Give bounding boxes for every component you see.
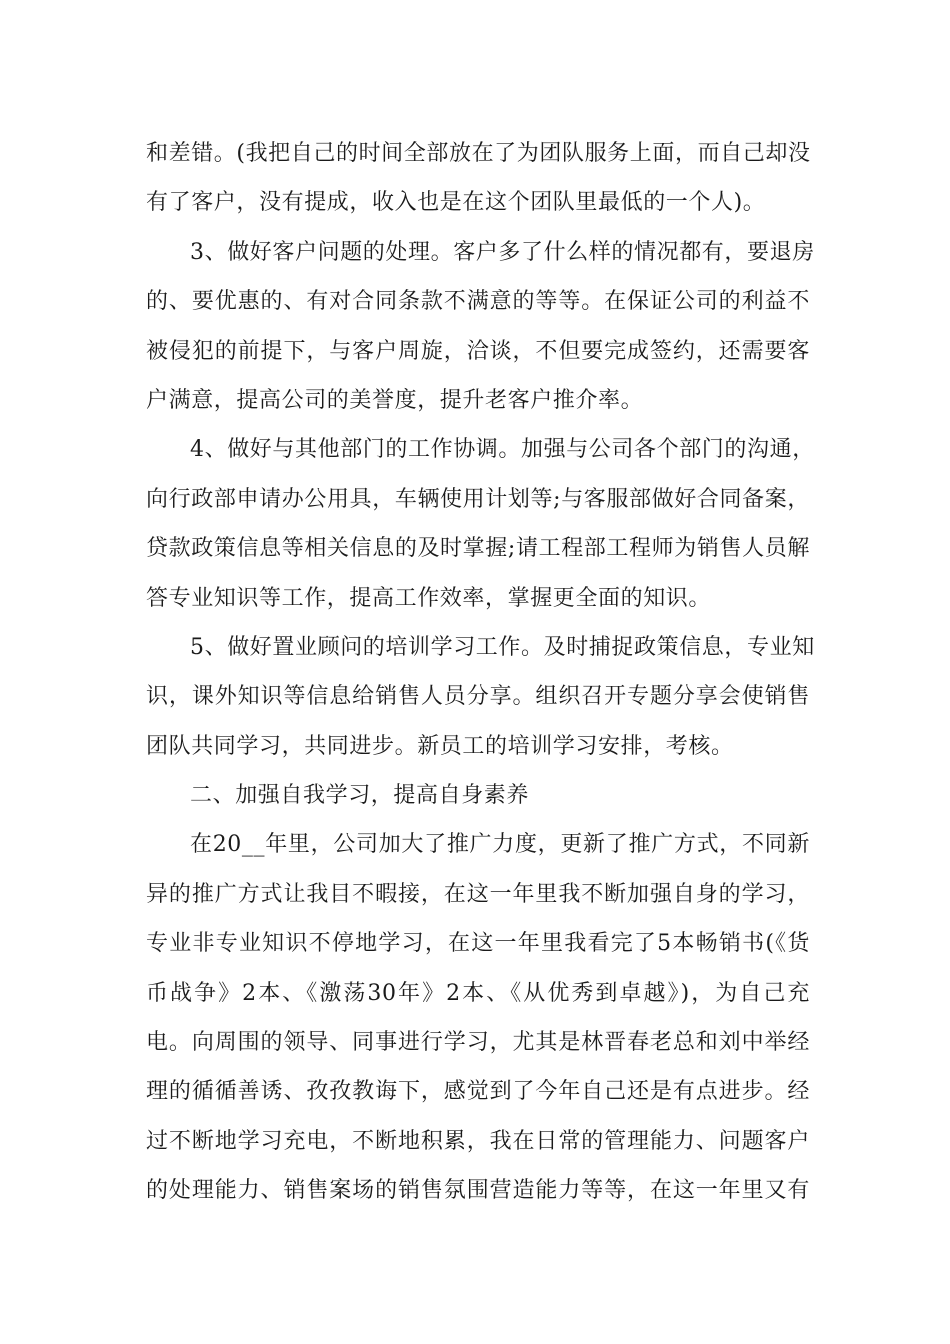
text-line: 团队共同学习，共同进步。新员工的培训学习安排，考核。 <box>146 733 734 759</box>
text-line: 电。向周围的领导、同事进行学习，尤其是林晋春老总和刘中举经 <box>146 1030 810 1056</box>
text-line: 向行政部申请办公用具，车辆使用计划等;与客服部做好合同备案， <box>146 486 810 512</box>
text-line: 在20__年里，公司加大了推广力度，更新了推广方式，不同新 <box>190 832 810 858</box>
document-body <box>146 129 815 1216</box>
text-line: 答专业知识等工作，提高工作效率，掌握更全面的知识。 <box>146 585 712 611</box>
text-line: 和差错。(我把自己的时间全部放在了为团队服务上面，而自己却没 <box>146 141 811 166</box>
text-line: 户满意，提高公司的美誉度，提升老客户推介率。 <box>146 387 644 413</box>
section-heading: 二、加强自我学习，提高自身素养 <box>190 783 530 809</box>
text-line: 的处理能力、销售案场的销售氛围营造能力等等，在这一年里又有 <box>146 1178 810 1204</box>
text-line: 币战争》2本、《激荡30年》2本、《从优秀到卓越》)，为自己充 <box>146 980 810 1006</box>
text-line: 贷款政策信息等相关信息的及时掌握;请工程部工程师为销售人员解 <box>146 536 810 562</box>
text-line: 4、做好与其他部门的工作协调。加强与公司各个部门的沟通， <box>190 437 815 463</box>
text-line: 被侵犯的前提下，与客户周旋，洽谈，不但要完成签约，还需要客 <box>146 338 810 364</box>
text-line: 理的循循善诱、孜孜教诲下，感觉到了今年自己还是有点进步。经 <box>146 1079 810 1105</box>
text-line: 有了客户，没有提成，收入也是在这个团队里最低的一个人)。 <box>146 190 766 216</box>
text-line: 的、要优惠的、有对合同条款不满意的等等。在保证公司的利益不 <box>146 289 810 315</box>
text-line: 识，课外知识等信息给销售人员分享。组织召开专题分享会使销售 <box>146 684 810 710</box>
text-line: 5、做好置业顾问的培训学习工作。及时捕捉政策信息，专业知 <box>190 634 815 660</box>
text-line: 3、做好客户问题的处理。客户多了什么样的情况都有，要退房 <box>190 239 815 265</box>
text-line: 专业非专业知识不停地学习，在这一年里我看完了5本畅销书(《货 <box>146 931 810 957</box>
text-line: 异的推广方式让我目不暇接，在这一年里我不断加强自身的学习， <box>146 881 810 907</box>
text-line: 过不断地学习充电，不断地积累，我在日常的管理能力、问题客户 <box>146 1128 810 1154</box>
